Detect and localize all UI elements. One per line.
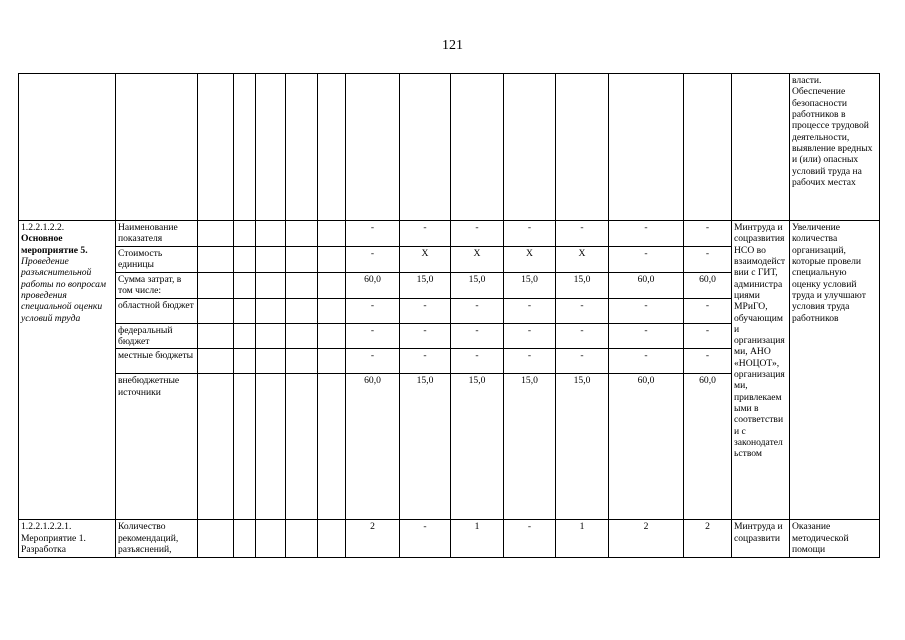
value-cell: Х xyxy=(451,247,504,273)
cell xyxy=(318,298,346,323)
cell xyxy=(234,273,256,299)
cell xyxy=(256,74,286,221)
cell xyxy=(198,247,234,273)
cell xyxy=(318,323,346,349)
activity-cell xyxy=(19,221,116,520)
value-cell: - xyxy=(684,247,732,273)
cell xyxy=(116,74,198,221)
cell xyxy=(256,323,286,349)
cell xyxy=(256,298,286,323)
cell xyxy=(234,298,256,323)
value-cell: - xyxy=(400,221,451,247)
value-cell: Х xyxy=(504,247,556,273)
value-cell: - xyxy=(346,298,400,323)
value-cell: 15,0 xyxy=(556,374,609,520)
result-cell: Увеличение количества организаций, которые провели специальную оценку условий труда и улучшают условия труда работников xyxy=(790,221,880,520)
activity-description: Разработка xyxy=(21,543,66,555)
value-cell: - xyxy=(556,298,609,323)
cell xyxy=(346,74,400,221)
value-cell: 15,0 xyxy=(451,273,504,299)
value-cell: 1 xyxy=(451,520,504,558)
result-cell: власти. Обеспечение безопасности работников в процессе трудовой деятельности, выявление вредных и (или) опасных условий труда на рабочих местах xyxy=(790,74,880,221)
cell xyxy=(198,221,234,247)
cell xyxy=(318,520,346,558)
cell xyxy=(286,349,318,374)
cell xyxy=(286,74,318,221)
value-cell: - xyxy=(504,221,556,247)
cell xyxy=(286,221,318,247)
value-cell: 2 xyxy=(346,520,400,558)
value-cell: 2 xyxy=(609,520,684,558)
row-label: областной бюджет xyxy=(116,298,198,323)
value-cell: 60,0 xyxy=(684,374,732,520)
cell xyxy=(198,349,234,374)
value-cell: - xyxy=(346,247,400,273)
table-row xyxy=(19,221,880,247)
cell xyxy=(556,74,609,221)
value-cell: 60,0 xyxy=(609,374,684,520)
row-label: федеральный бюджет xyxy=(116,323,198,349)
cell xyxy=(234,520,256,558)
value-cell: Х xyxy=(556,247,609,273)
value-cell: 60,0 xyxy=(346,273,400,299)
cell xyxy=(318,349,346,374)
cell xyxy=(400,74,451,221)
value-cell: - xyxy=(556,323,609,349)
cell xyxy=(318,374,346,520)
activity-title: Мероприятие 1. xyxy=(21,532,86,544)
value-cell: - xyxy=(504,323,556,349)
value-cell: - xyxy=(684,349,732,374)
cell xyxy=(318,247,346,273)
activity-code: 1.2.2.1.2.2. xyxy=(21,222,65,233)
table-row xyxy=(19,520,880,558)
cell xyxy=(234,74,256,221)
cell xyxy=(198,273,234,299)
row-label: Стоимость единицы xyxy=(116,247,198,273)
value-cell: - xyxy=(556,221,609,247)
cell xyxy=(504,74,556,221)
program-activities-table xyxy=(18,73,880,558)
cell xyxy=(256,247,286,273)
executor-cell: Минтруда и соцразвити xyxy=(732,520,790,558)
value-cell: - xyxy=(684,221,732,247)
value-cell: 15,0 xyxy=(400,374,451,520)
cell xyxy=(256,520,286,558)
continuation-row xyxy=(19,74,880,221)
value-cell: - xyxy=(400,298,451,323)
activity-title: Основное мероприятие 5. xyxy=(21,233,88,256)
value-cell: - xyxy=(451,323,504,349)
cell xyxy=(286,247,318,273)
cell xyxy=(256,374,286,520)
value-cell: - xyxy=(346,221,400,247)
row-label: местные бюджеты xyxy=(116,349,198,374)
cell xyxy=(234,247,256,273)
cell xyxy=(198,74,234,221)
executor-cell: Минтруда и соцразвития НСО во взаимодействии с ГИТ, администрациями МРиГО, обучающими организациями, АНО «НОЦОТ», организациями, привлекаемыми в соответствии с законодательством xyxy=(732,221,790,520)
page-number: 121 xyxy=(442,38,463,53)
cell xyxy=(286,374,318,520)
cell xyxy=(256,221,286,247)
cell xyxy=(198,298,234,323)
cell xyxy=(198,374,234,520)
value-cell: 60,0 xyxy=(609,273,684,299)
cell xyxy=(198,323,234,349)
cell xyxy=(19,74,116,221)
value-cell: 60,0 xyxy=(346,374,400,520)
value-cell: Х xyxy=(400,247,451,273)
value-cell: - xyxy=(451,221,504,247)
cell xyxy=(286,273,318,299)
cell xyxy=(256,273,286,299)
value-cell: - xyxy=(451,298,504,323)
cell xyxy=(286,323,318,349)
value-cell: - xyxy=(609,349,684,374)
value-cell: - xyxy=(609,247,684,273)
cell xyxy=(684,74,732,221)
cell xyxy=(198,520,234,558)
cell xyxy=(234,374,256,520)
cell xyxy=(234,323,256,349)
value-cell: 15,0 xyxy=(504,273,556,299)
cell xyxy=(318,221,346,247)
value-cell: - xyxy=(346,323,400,349)
activity-cell xyxy=(19,520,116,558)
value-cell: - xyxy=(451,349,504,374)
cell xyxy=(234,221,256,247)
value-cell: 15,0 xyxy=(556,273,609,299)
cell xyxy=(286,298,318,323)
row-label: Сумма затрат, в том числе: xyxy=(116,273,198,299)
activity-code: 1.2.2.1.2.2.1. xyxy=(21,521,72,533)
cell xyxy=(286,520,318,558)
value-cell: - xyxy=(684,298,732,323)
value-cell: - xyxy=(609,323,684,349)
row-label: Количество рекомендаций, разъяснений, xyxy=(116,520,198,558)
value-cell: - xyxy=(684,323,732,349)
value-cell: 15,0 xyxy=(400,273,451,299)
cell xyxy=(318,74,346,221)
value-cell: - xyxy=(504,349,556,374)
cell xyxy=(451,74,504,221)
value-cell: - xyxy=(504,520,556,558)
cell xyxy=(732,74,790,221)
value-cell: - xyxy=(609,221,684,247)
value-cell: - xyxy=(346,349,400,374)
value-cell: 2 xyxy=(684,520,732,558)
cell xyxy=(234,349,256,374)
cell xyxy=(256,349,286,374)
activity-description: Проведение разъяснительной работы по вопросам проведения специальной оценки условий труда xyxy=(21,255,107,324)
value-cell: - xyxy=(400,349,451,374)
value-cell: 60,0 xyxy=(684,273,732,299)
cell xyxy=(609,74,684,221)
row-label: внебюджетные источники xyxy=(116,374,198,520)
value-cell: - xyxy=(400,520,451,558)
value-cell: 1 xyxy=(556,520,609,558)
result-cell: Оказание методической помощи xyxy=(790,520,880,558)
value-cell: - xyxy=(400,323,451,349)
cell xyxy=(318,273,346,299)
value-cell: - xyxy=(609,298,684,323)
value-cell: - xyxy=(504,298,556,323)
value-cell: - xyxy=(556,349,609,374)
row-label: Наименование показателя xyxy=(116,221,198,247)
value-cell: 15,0 xyxy=(504,374,556,520)
value-cell: 15,0 xyxy=(451,374,504,520)
